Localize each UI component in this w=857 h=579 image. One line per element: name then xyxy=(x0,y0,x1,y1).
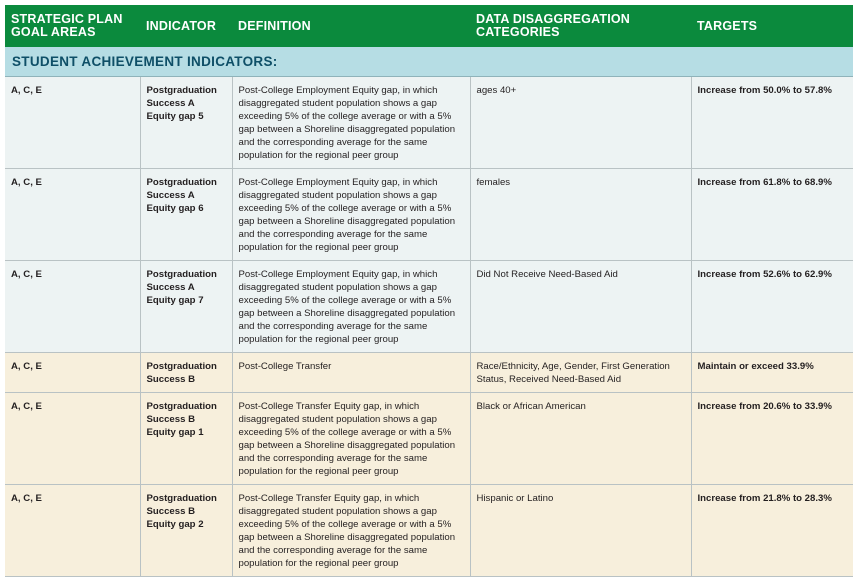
table-row xyxy=(5,77,853,169)
definition-cell: Post-College Employment Equity gap, in which disaggregated student population shows a gap exceeding 5% of the college average or with a 5% gap between a Shoreline disaggregated population and the corresponding average for the same population for the regional peer group xyxy=(232,77,470,169)
section-row xyxy=(5,47,853,77)
definition-cell: Post-College Transfer Equity gap, in which disaggregated student population shows a gap exceeding 5% of the college average or with a 5% gap between a Shoreline disaggregated population and the corresponding average for the same population for the regional peer group xyxy=(232,393,470,485)
definition-cell: Post-College Employment Equity gap, in which disaggregated student population shows a gap exceeding 5% of the college average or with a 5% gap between a Shoreline disaggregated population and the corresponding average for the same population for the regional peer group xyxy=(232,261,470,353)
indicator-cell: Postgraduation Success B Equity gap 2 xyxy=(140,485,232,577)
indicator-cell: Postgraduation Success B Equity gap 1 xyxy=(140,393,232,485)
definition-cell: Post-College Employment Equity gap, in which disaggregated student population shows a gap exceeding 5% of the college average or with a 5% gap between a Shoreline disaggregated population and the corresponding average for the same population for the regional peer group xyxy=(232,169,470,261)
target-cell: Increase from 52.6% to 62.9% xyxy=(691,261,853,353)
indicator-cell: Postgraduation Success A Equity gap 6 xyxy=(140,169,232,261)
goal-cell: A, C, E xyxy=(5,485,140,577)
definition-cell: Post-College Transfer Equity gap, in which disaggregated student population shows a gap exceeding 5% of the college average or with a 5% gap between a Shoreline disaggregated population and the corresponding average for the same population for the regional peer group xyxy=(232,485,470,577)
table-row xyxy=(5,485,853,577)
header-goal-areas: STRATEGIC PLAN GOAL AREAS xyxy=(5,5,140,47)
target-cell: Increase from 20.6% to 33.9% xyxy=(691,393,853,485)
header-categories: DATA DISAGGREGATION CATEGORIES xyxy=(470,5,691,47)
indicators-table-container xyxy=(5,5,853,577)
category-cell: Did Not Receive Need-Based Aid xyxy=(470,261,691,353)
indicator-cell: Postgraduation Success A Equity gap 5 xyxy=(140,77,232,169)
header-definition: DEFINITION xyxy=(232,5,470,47)
goal-cell: A, C, E xyxy=(5,77,140,169)
table-row xyxy=(5,353,853,393)
section-title: STUDENT ACHIEVEMENT INDICATORS: xyxy=(5,47,853,77)
category-cell: females xyxy=(470,169,691,261)
header-targets: TARGETS xyxy=(691,5,853,47)
table-row xyxy=(5,393,853,485)
header-row xyxy=(5,5,853,47)
indicator-cell: Postgraduation Success B xyxy=(140,353,232,393)
category-cell: Race/Ethnicity, Age, Gender, First Generation Status, Received Need-Based Aid xyxy=(470,353,691,393)
indicators-table xyxy=(5,5,853,577)
category-cell: ages 40+ xyxy=(470,77,691,169)
header-indicator: INDICATOR xyxy=(140,5,232,47)
table-row xyxy=(5,169,853,261)
goal-cell: A, C, E xyxy=(5,169,140,261)
target-cell: Increase from 21.8% to 28.3% xyxy=(691,485,853,577)
goal-cell: A, C, E xyxy=(5,393,140,485)
definition-cell: Post-College Transfer xyxy=(232,353,470,393)
target-cell: Maintain or exceed 33.9% xyxy=(691,353,853,393)
category-cell: Hispanic or Latino xyxy=(470,485,691,577)
target-cell: Increase from 61.8% to 68.9% xyxy=(691,169,853,261)
indicator-cell: Postgraduation Success A Equity gap 7 xyxy=(140,261,232,353)
goal-cell: A, C, E xyxy=(5,353,140,393)
category-cell: Black or African American xyxy=(470,393,691,485)
target-cell: Increase from 50.0% to 57.8% xyxy=(691,77,853,169)
table-row xyxy=(5,261,853,353)
goal-cell: A, C, E xyxy=(5,261,140,353)
